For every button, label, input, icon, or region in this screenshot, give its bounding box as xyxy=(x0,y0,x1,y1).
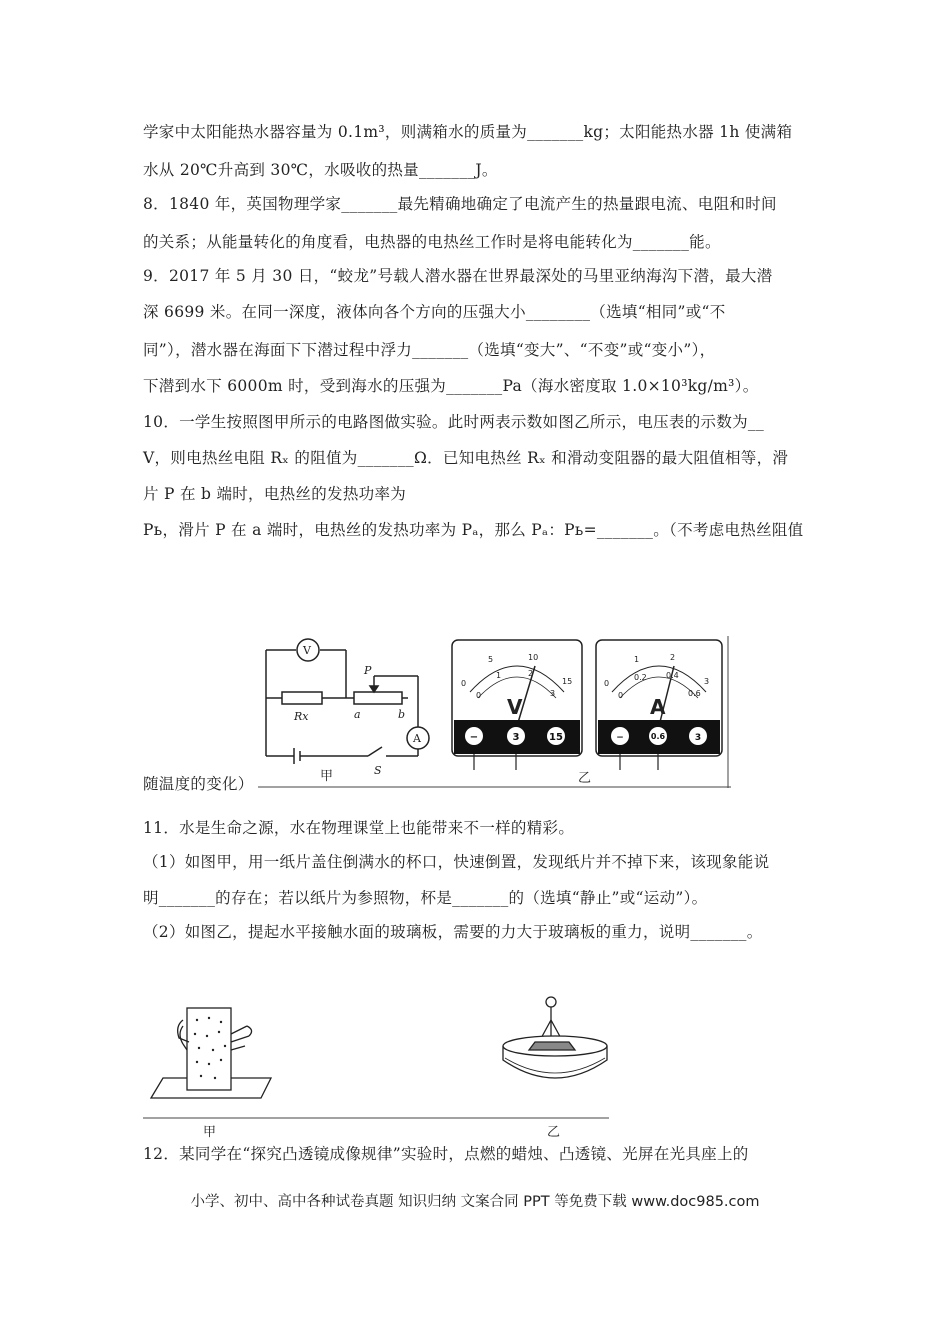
page-footer: 小学、初中、高中各种试卷真题 知识归纳 文案合同 PPT 等免费下载 www.doc985.com xyxy=(190,1194,760,1210)
text-line: 水从 20℃升高到 30℃，水吸收的热量_______J。 xyxy=(143,161,498,179)
svg-text:−: − xyxy=(616,733,624,743)
rx-label: Rx xyxy=(294,710,309,723)
circuit-caption: 甲 xyxy=(320,769,334,784)
resistor-rx xyxy=(282,692,322,704)
left-figure-caption: 甲 xyxy=(203,1125,217,1140)
slider-p-label: P xyxy=(364,664,372,677)
svg-text:3: 3 xyxy=(550,689,556,698)
rheostat xyxy=(354,692,402,704)
svg-text:15: 15 xyxy=(562,677,573,686)
text-line: 下潜到水下 6000m 时，受到海水的压强为_______Pa（海水密度取 1.0×10³kg/m³）。 xyxy=(143,377,759,395)
voltmeter-dial xyxy=(452,640,582,770)
end-b-label: b xyxy=(398,708,406,721)
svg-text:1: 1 xyxy=(634,655,640,664)
text-line: （2）如图乙，提起水平接触水面的玻璃板，需要的力大于玻璃板的重力，说明_______。 xyxy=(143,923,763,941)
svg-text:1: 1 xyxy=(496,671,502,680)
voltmeter-label: V xyxy=(303,644,311,657)
svg-text:0.6: 0.6 xyxy=(650,732,666,741)
text-line: 同”），潜水器在海面下下潜过程中浮力_______（选填“变大”、“不变”或“变小”）， xyxy=(143,341,716,359)
text-line: 11．水是生命之源，水在物理课堂上也能带来不一样的精彩。 xyxy=(143,819,575,837)
inverted-cup-illustration xyxy=(151,1008,271,1098)
end-a-label: a xyxy=(354,708,361,721)
svg-text:15: 15 xyxy=(549,732,563,743)
text-line: （1）如图甲，用一纸片盖住倒满水的杯口，快速倒置，发现纸片并不掉下来，该现象能说 xyxy=(143,853,770,871)
text-line: 片 P 在 b 端时，电热丝的发热功率为 xyxy=(143,485,407,503)
svg-text:0: 0 xyxy=(461,679,467,688)
figure-circuit-meters xyxy=(258,632,734,792)
figure-water-experiments xyxy=(143,990,613,1140)
ammeter-dial xyxy=(596,640,722,770)
svg-text:0.6: 0.6 xyxy=(688,689,701,698)
svg-text:0: 0 xyxy=(604,679,610,688)
svg-text:−: − xyxy=(469,732,479,743)
svg-text:0: 0 xyxy=(476,691,482,700)
svg-text:3: 3 xyxy=(704,677,710,686)
svg-text:3: 3 xyxy=(512,732,520,743)
svg-text:3: 3 xyxy=(694,733,702,743)
svg-text:5: 5 xyxy=(488,655,494,664)
text-line: V，则电热丝电阻 Rₓ 的阻值为_______Ω．已知电热丝 Rₓ 和滑动变阻器的最大阻值相等，滑 xyxy=(143,449,789,467)
switch-icon xyxy=(368,747,382,756)
svg-text:0: 0 xyxy=(618,691,624,700)
svg-text:2: 2 xyxy=(528,669,534,678)
text-line: 8．1840 年，英国物理学家_______最先精确地确定了电流产生的热量跟电流、电阻和时间 xyxy=(143,195,777,213)
svg-text:10: 10 xyxy=(528,653,539,662)
svg-text:0.2: 0.2 xyxy=(634,673,647,682)
ammeter-label: A xyxy=(413,732,421,745)
text-line: 学家中太阳能热水器容量为 0.1m³，则满箱水的质量为_______kg；太阳能热水器 1h 使满箱 xyxy=(143,123,793,141)
text-line: 9．2017 年 5 月 30 日，“蛟龙”号载人潜水器在世界最深处的马里亚纳海沟下潜，最大潜 xyxy=(143,267,773,285)
circuit-diagram xyxy=(266,639,429,764)
svg-text:2: 2 xyxy=(670,653,676,662)
bowl-glass-plate-illustration xyxy=(503,997,607,1078)
right-figure-caption: 乙 xyxy=(547,1125,561,1140)
switch-s-label: S xyxy=(374,764,382,777)
voltmeter-letter: V xyxy=(507,695,523,719)
text-line: 明_______的存在；若以纸片为参照物，杯是_______的（选填“静止”或“运动”）。 xyxy=(143,889,708,907)
text-line: 10．一学生按照图甲所示的电路图做实验。此时两表示数如图乙所示，电压表的示数为__ xyxy=(143,413,765,431)
svg-text:0.4: 0.4 xyxy=(666,671,679,680)
ammeter-letter: A xyxy=(650,695,666,719)
text-line: 12．某同学在“探究凸透镜成像规律”实验时，点燃的蜡烛、凸透镜、光屏在光具座上的 xyxy=(143,1145,749,1163)
text-line: 随温度的变化） xyxy=(143,775,254,793)
text-line: 深 6699 米。在同一深度，液体向各个方向的压强大小________（选填“相同”或“不 xyxy=(143,303,726,321)
text-line: Pь，滑片 P 在 a 端时，电热丝的发热功率为 Pₐ，那么 Pₐ：Pь=_______。（不考虑电热丝阻值 xyxy=(143,521,804,539)
meters-caption: 乙 xyxy=(578,771,592,786)
text-line: 的关系；从能量转化的角度看，电热器的电热丝工作时是将电能转化为_______能。 xyxy=(143,233,721,251)
